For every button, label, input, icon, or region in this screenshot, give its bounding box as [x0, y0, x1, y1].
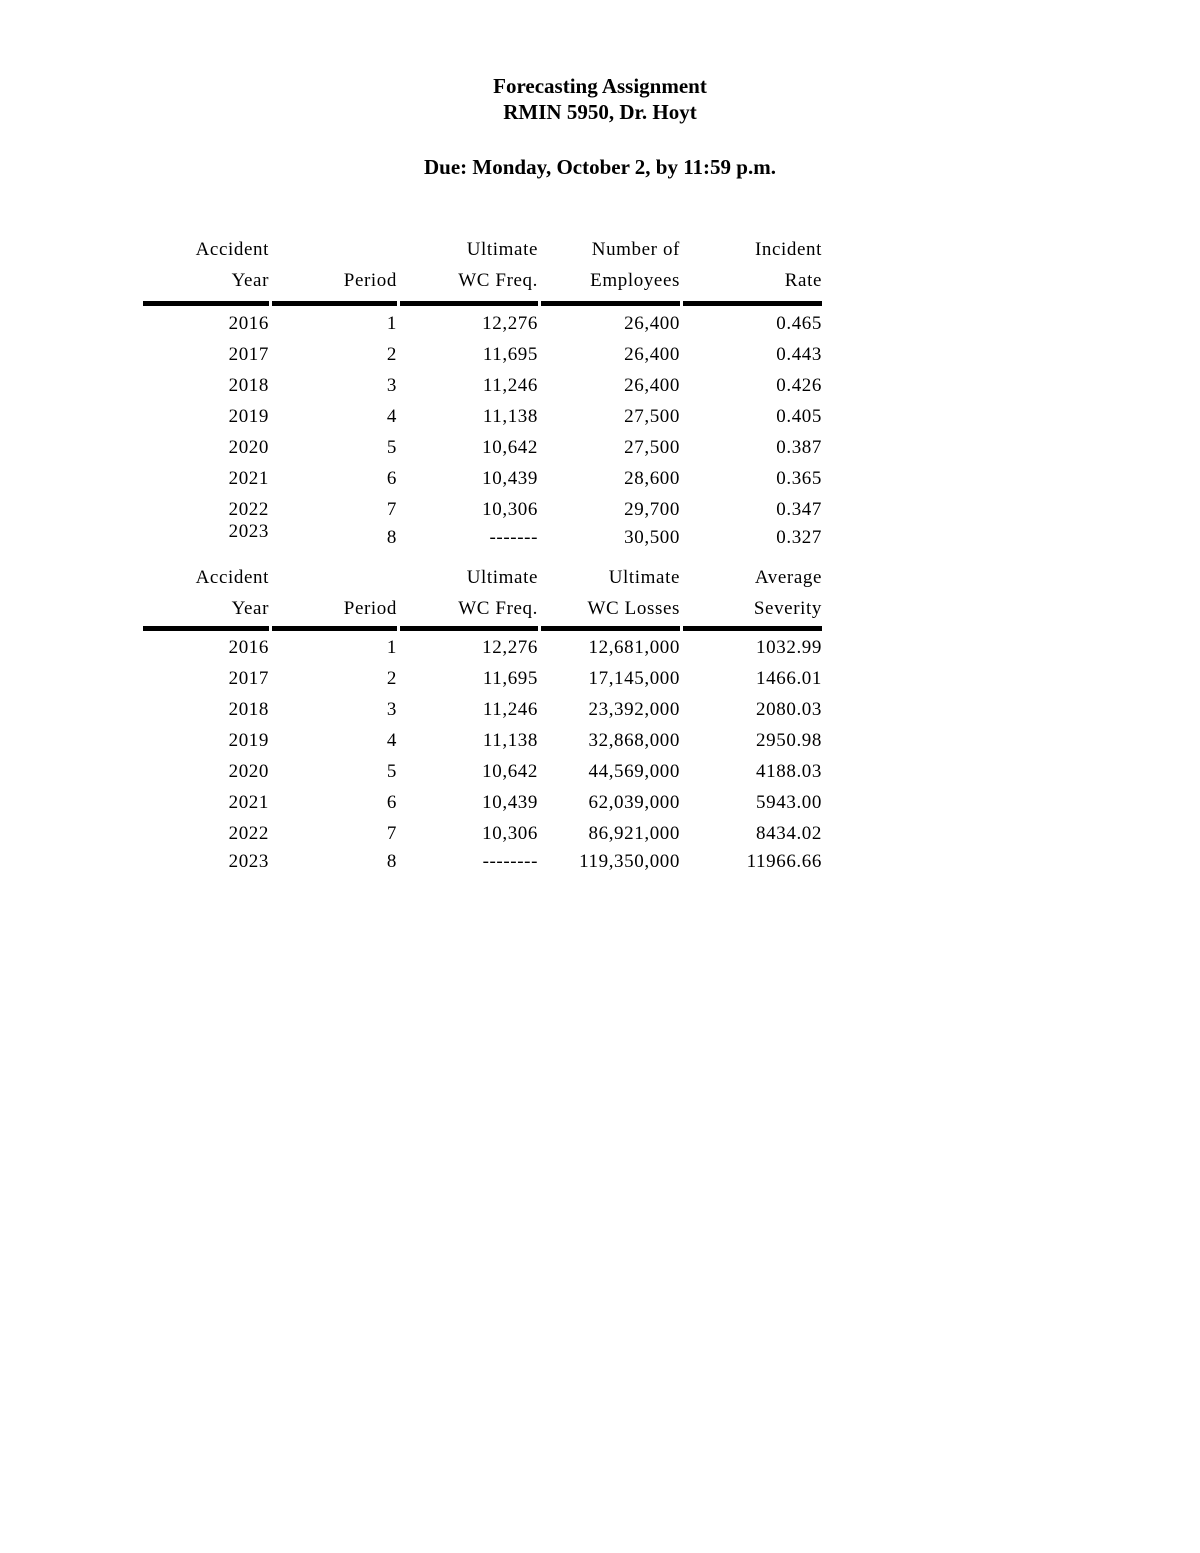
- table-cell: 27,500: [624, 436, 680, 458]
- table-row: [143, 308, 822, 339]
- table-body: [143, 632, 822, 875]
- table-cell: 2020: [228, 436, 269, 458]
- due-date: Due: Monday, October 2, by 11:59 p.m.: [424, 155, 776, 179]
- table-cell: 2016: [228, 312, 269, 334]
- course-line: RMIN 5950, Dr. Hoyt: [503, 100, 697, 124]
- header-cell: Ultimate: [466, 238, 538, 260]
- table-row: [143, 849, 822, 875]
- table-cell: 11,695: [482, 667, 538, 689]
- table-cell: 2017: [228, 343, 269, 365]
- table-header-row: [143, 234, 822, 265]
- table-cell: 0.465: [776, 312, 822, 334]
- table-cell: --------: [482, 851, 538, 872]
- table-cell: 32,868,000: [588, 729, 680, 751]
- table-row: [143, 463, 822, 494]
- average-severity-table: [143, 562, 822, 875]
- table-cell: 12,276: [482, 636, 538, 658]
- table-cell: 2021: [228, 791, 269, 813]
- header-cell: Period: [343, 597, 397, 619]
- table-cell: 10,306: [482, 822, 538, 844]
- table-cell: 62,039,000: [588, 791, 680, 813]
- table-row: [143, 663, 822, 694]
- table-cell: 26,400: [624, 312, 680, 334]
- incident-rate-table: [143, 234, 822, 551]
- table-cell: 10,439: [482, 467, 538, 489]
- header-cell: Period: [343, 269, 397, 291]
- table-cell: 2080.03: [756, 698, 822, 720]
- table-cell: 4: [386, 729, 397, 751]
- table-cell: 5: [386, 436, 397, 458]
- table-cell: 2019: [228, 729, 269, 751]
- table-cell: 7: [386, 498, 397, 520]
- table-cell: 2019: [228, 405, 269, 427]
- header-cell: Rate: [784, 269, 822, 291]
- header-cell: WC Freq.: [458, 269, 538, 291]
- table-cell: 17,145,000: [588, 667, 680, 689]
- table-cell: 11,246: [482, 698, 538, 720]
- header-cell: Ultimate: [466, 566, 538, 588]
- table-cell: 0.387: [776, 436, 822, 458]
- table-cell: 7: [386, 822, 397, 844]
- table-cell: 119,350,000: [579, 851, 680, 872]
- header-cell: Year: [231, 269, 269, 291]
- header-cell: Average: [754, 566, 822, 588]
- table-cell: 8434.02: [756, 822, 822, 844]
- table-cell: 10,439: [482, 791, 538, 813]
- table-cell: 11,138: [482, 729, 538, 751]
- table-cell: 26,400: [624, 343, 680, 365]
- table-cell: 10,642: [482, 760, 538, 782]
- table-cell: 2018: [228, 374, 269, 396]
- header-cell: Ultimate: [608, 566, 680, 588]
- table-cell: 0.327: [776, 527, 822, 548]
- table-header-row: [143, 593, 822, 624]
- table-cell: 11,695: [482, 343, 538, 365]
- table-row: [143, 521, 822, 551]
- table-cell: 0.365: [776, 467, 822, 489]
- table-row: [143, 370, 822, 401]
- table-cell: -------: [489, 527, 538, 548]
- table-row: [143, 694, 822, 725]
- table-row: [143, 818, 822, 849]
- table-cell: 10,642: [482, 436, 538, 458]
- header-cell: Severity: [753, 597, 822, 619]
- header-cell: Number of: [591, 238, 680, 260]
- table-cell: 2022: [228, 822, 269, 844]
- table-cell: 30,500: [624, 527, 680, 548]
- table-cell: 1032.99: [756, 636, 822, 658]
- table-cell: 11966.66: [746, 851, 822, 872]
- table-header-row: [143, 265, 822, 296]
- table-cell: 29,700: [624, 498, 680, 520]
- table-cell: 6: [386, 467, 397, 489]
- table-row: [143, 401, 822, 432]
- table-cell: 1466.01: [756, 667, 822, 689]
- table-cell: 11,138: [482, 405, 538, 427]
- table-cell: 8: [386, 527, 397, 548]
- table-cell: 5943.00: [756, 791, 822, 813]
- table-cell: 1: [386, 636, 397, 658]
- table-cell: 2021: [228, 467, 269, 489]
- table-cell: 0.426: [776, 374, 822, 396]
- table-body: [143, 308, 822, 551]
- header-cell: Employees: [590, 269, 680, 291]
- table-cell: 12,681,000: [588, 636, 680, 658]
- table-cell: 2017: [228, 667, 269, 689]
- table-row: [143, 787, 822, 818]
- table-cell: 4: [386, 405, 397, 427]
- table-cell: 28,600: [624, 467, 680, 489]
- header-cell: Year: [231, 597, 269, 619]
- header-cell: WC Losses: [587, 597, 680, 619]
- table-row: [143, 432, 822, 463]
- table-cell: 0.405: [776, 405, 822, 427]
- table-cell: 2016: [228, 636, 269, 658]
- header-cell: Accident: [195, 566, 269, 588]
- table-cell: 86,921,000: [588, 822, 680, 844]
- table-cell: 3: [386, 374, 397, 396]
- table-row: [143, 632, 822, 663]
- table-cell: 0.347: [776, 498, 822, 520]
- table-cell: 27,500: [624, 405, 680, 427]
- table-cell: 2022: [228, 498, 269, 520]
- table-cell: 11,246: [482, 374, 538, 396]
- header-cell: Incident: [754, 238, 822, 260]
- table-cell: 26,400: [624, 374, 680, 396]
- table-cell: 0.443: [776, 343, 822, 365]
- table-cell: 2: [386, 667, 397, 689]
- table-header-row: [143, 562, 822, 593]
- table-cell: 2018: [228, 698, 269, 720]
- header-cell: Accident: [195, 238, 269, 260]
- table-cell: 2023: [228, 521, 269, 542]
- header-cell: WC Freq.: [458, 597, 538, 619]
- table-cell: 10,306: [482, 498, 538, 520]
- table-cell: 23,392,000: [588, 698, 680, 720]
- table-cell: 2020: [228, 760, 269, 782]
- table-row: [143, 725, 822, 756]
- table-row: [143, 339, 822, 370]
- table-cell: 1: [386, 312, 397, 334]
- header-rule: [143, 624, 822, 632]
- table-row: [143, 756, 822, 787]
- document-title: Forecasting Assignment: [493, 74, 707, 98]
- table-cell: 6: [386, 791, 397, 813]
- table-cell: 44,569,000: [588, 760, 680, 782]
- table-cell: 2950.98: [756, 729, 822, 751]
- table-cell: 5: [386, 760, 397, 782]
- table-cell: 2023: [228, 851, 269, 872]
- table-cell: 2: [386, 343, 397, 365]
- table-cell: 8: [386, 851, 397, 872]
- table-cell: 3: [386, 698, 397, 720]
- table-cell: 12,276: [482, 312, 538, 334]
- table-cell: 4188.03: [756, 760, 822, 782]
- header-rule: [143, 298, 822, 308]
